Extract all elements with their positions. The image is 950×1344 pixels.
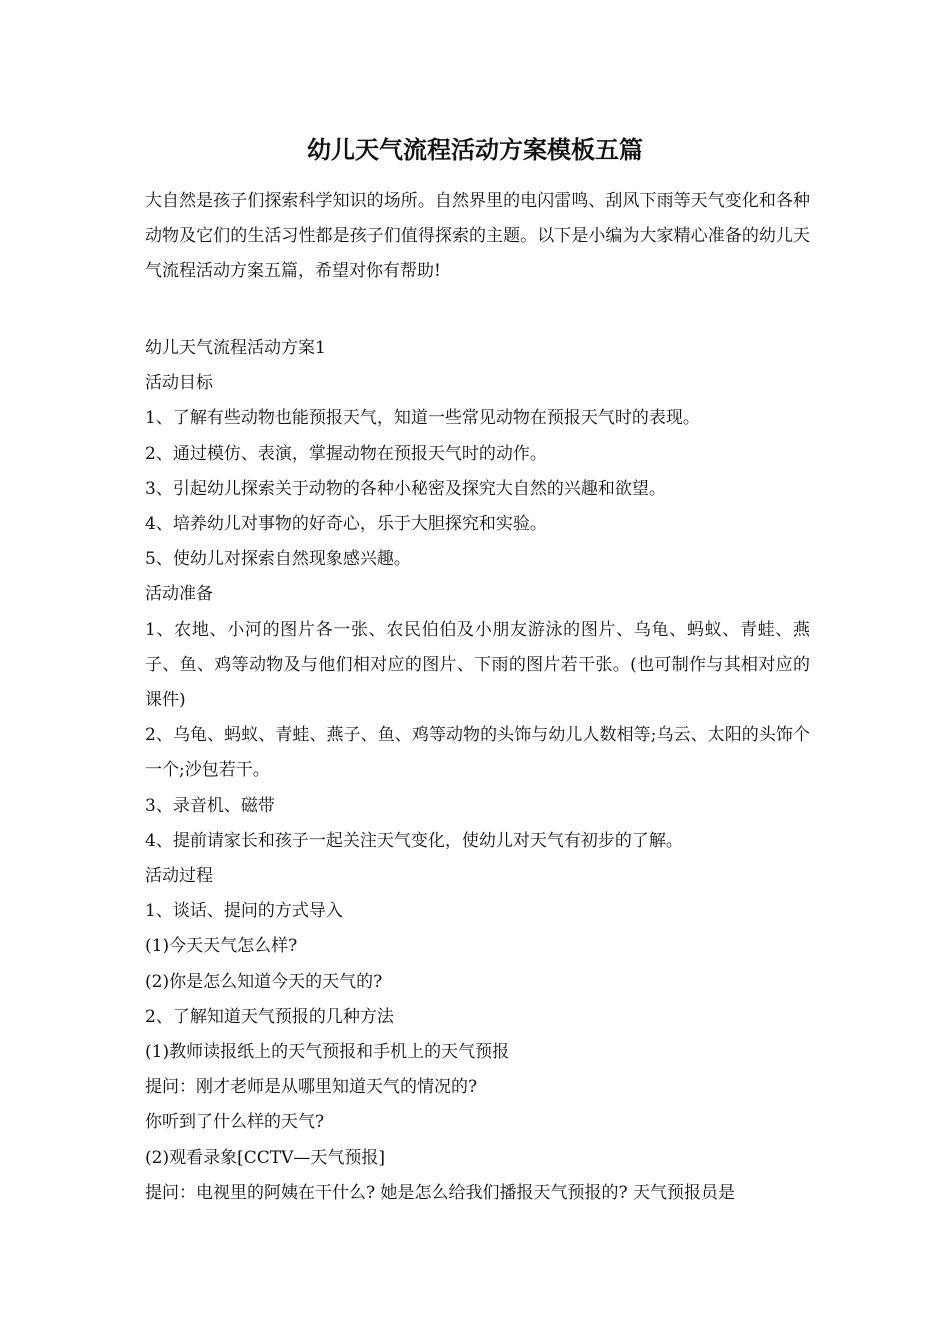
body-line: 3、引起幼儿探索关于动物的各种小秘密及探究大自然的兴趣和欲望。 [145, 478, 666, 499]
body-line: 1、谈话、提问的方式导入 [145, 901, 343, 922]
body-line: (1)教师读报纸上的天气预报和手机上的天气预报 [145, 1042, 510, 1063]
body-line: 1、农地、小河的图片各一张、农民伯伯及小朋友游泳的图片、乌龟、蚂蚁、青蛙、燕子、鱼、鸡等动物及与他们相对应的图片、下雨的图片若干张。(也可制作与其相对应的课件) [145, 619, 810, 711]
body-line: 4、培养幼儿对事物的好奇心，乐于大胆探究和实验。 [145, 514, 547, 535]
body-line: 2、乌龟、蚂蚁、青蛙、燕子、鱼、鸡等动物的头饰与幼儿人数相等;乌云、太阳的头饰个一个;沙包若干。 [145, 725, 810, 781]
document-body [145, 331, 810, 1211]
body-line: 4、提前请家长和孩子一起关注天气变化，使幼儿对天气有初步的了解。 [145, 830, 683, 851]
body-line: 5、使幼儿对探索自然现象感兴趣。 [145, 549, 411, 570]
body-line: 你听到了什么样的天气? [145, 1112, 325, 1133]
intro-paragraph: 大自然是孩子们探索科学知识的场所。自然界里的电闪雷鸣、刮风下雨等天气变化和各种动物及它们的生活习性都是孩子们值得探索的主题。以下是小编为大家精心准备的幼儿天气流程活动方案五篇，希望对你有帮助! [145, 191, 810, 281]
body-line: 幼儿天气流程活动方案1 [145, 338, 326, 358]
document-title: 幼儿天气流程活动方案模板五篇 [307, 135, 643, 164]
body-line: 2、了解知道天气预报的几种方法 [145, 1006, 394, 1027]
body-line: 活动准备 [145, 584, 213, 605]
body-line: (1)今天天气怎么样? [145, 936, 298, 957]
body-line: 提问：电视里的阿姨在干什么? 她是怎么给我们播报天气预报的? 天气预报员是 [145, 1182, 736, 1203]
body-line: (2)观看录象[CCTV—天气预报] [145, 1147, 385, 1168]
body-line: (2)你是怎么知道今天的天气的? [145, 971, 383, 992]
body-line: 活动目标 [145, 373, 213, 394]
body-line: 2、通过模仿、表演，掌握动物在预报天气时的动作。 [145, 443, 547, 464]
body-line: 提问：刚才老师是从哪里知道天气的情况的? [145, 1077, 478, 1098]
body-line: 3、录音机、磁带 [145, 795, 275, 816]
body-line: 活动过程 [145, 866, 213, 887]
body-line: 1、了解有些动物也能预报天气，知道一些常见动物在预报天气时的表现。 [145, 408, 700, 429]
